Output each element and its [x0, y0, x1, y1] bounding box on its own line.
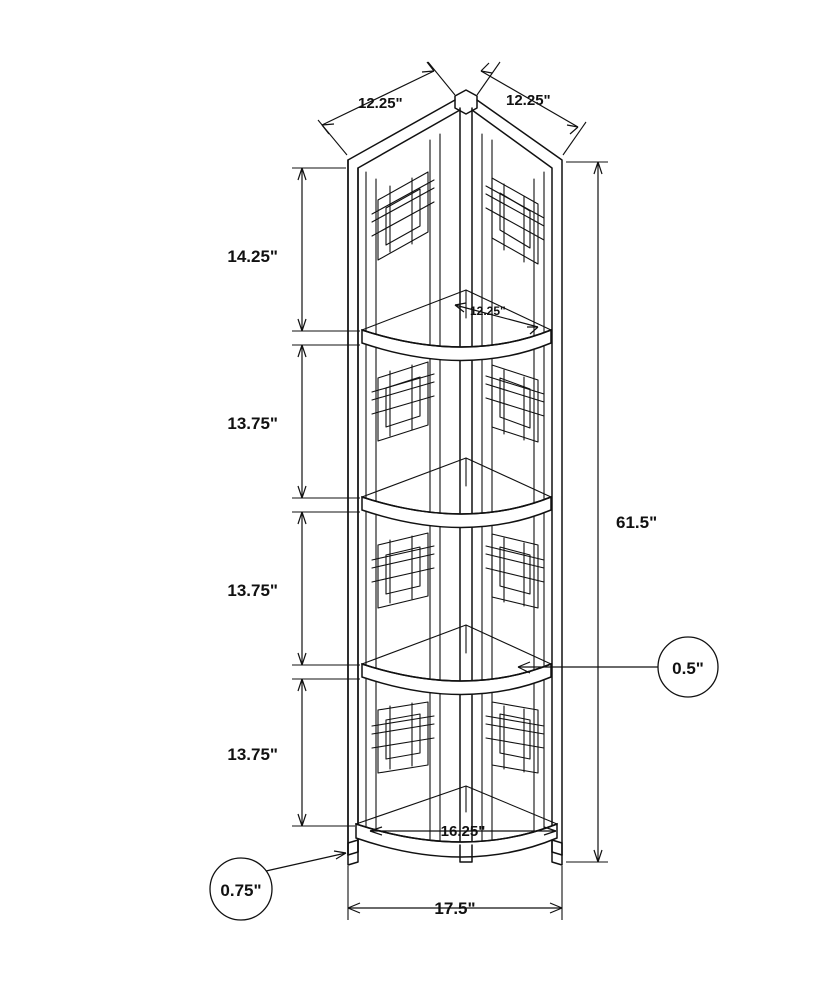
bookcase-illustration — [348, 90, 562, 865]
dim-total-height — [566, 162, 608, 862]
dim-label-overall-width: 17.5" — [434, 899, 476, 918]
dim-label-total-height: 61.5" — [616, 513, 658, 532]
decorative-motif-left-1 — [372, 172, 434, 260]
shelf-3 — [362, 625, 551, 695]
dim-label-shelf-depth: 12.25" — [470, 304, 506, 318]
dim-third-section-height — [298, 512, 306, 665]
dim-label-fourth-section-height: 13.75" — [227, 745, 278, 764]
dim-label-foot-size: 0.75" — [220, 881, 262, 900]
decorative-motif-right-2 — [486, 365, 544, 442]
dim-label-shelf-thickness: 0.5" — [672, 659, 704, 678]
dim-fourth-section-height — [298, 679, 306, 826]
shelf-1 — [362, 290, 551, 361]
decorative-motif-right-1 — [486, 178, 544, 264]
dim-label-second-section-height: 13.75" — [227, 414, 278, 433]
decorative-motif-right-3 — [486, 534, 544, 608]
shelf-bottom — [356, 786, 557, 857]
shelf-2 — [362, 458, 551, 528]
dim-label-third-section-height: 13.75" — [227, 581, 278, 600]
dim-top-section-height — [298, 168, 306, 331]
decorative-motif-left-2 — [372, 362, 434, 441]
dim-label-top-left-depth: 12.25" — [358, 95, 403, 112]
dim-second-section-height — [298, 345, 306, 498]
dim-label-top-section-height: 14.25" — [227, 247, 278, 266]
dim-label-shelf-front-width: 16.25" — [440, 823, 486, 840]
decorative-motif-left-4 — [372, 702, 434, 773]
decorative-motif-left-3 — [372, 533, 434, 608]
dim-label-top-right-depth: 12.25" — [506, 92, 551, 109]
decorative-motif-right-4 — [486, 702, 544, 773]
